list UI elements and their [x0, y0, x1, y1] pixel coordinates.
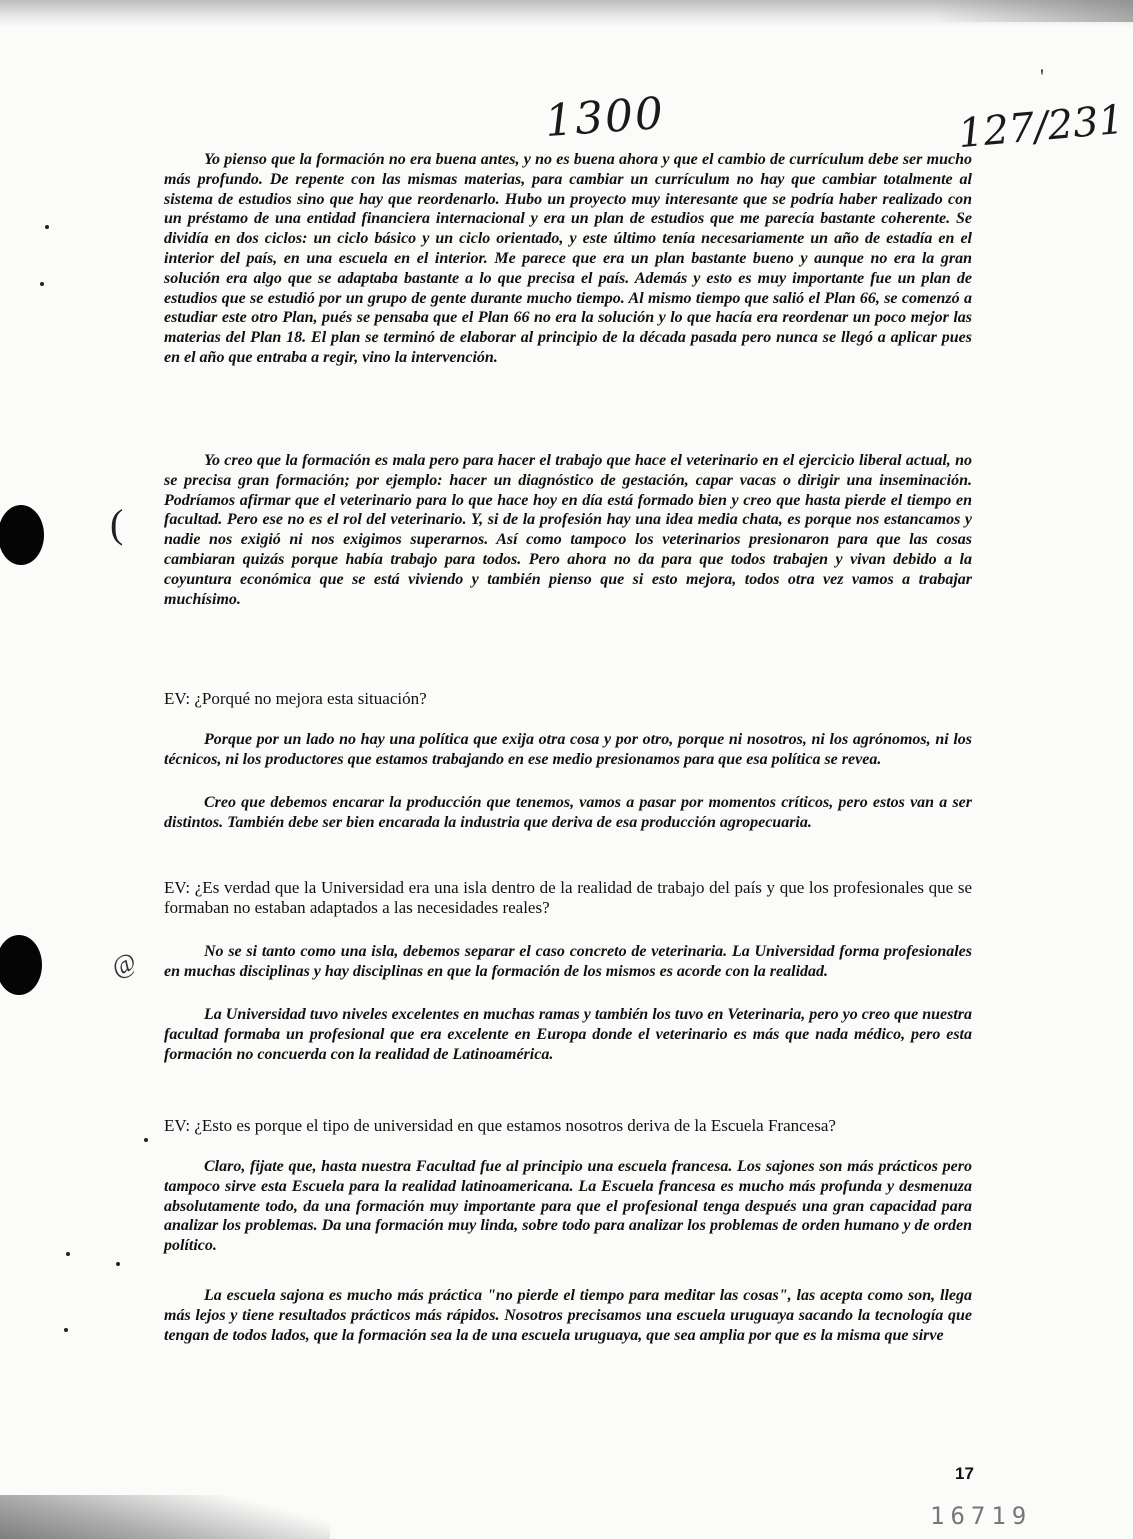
answer-paragraph: No se si tanto como una isla, debemos separar el caso concreto de veterinaria. La Universidad forma profesionales en muchas disciplinas y hay disciplinas en que la formación de los mismos es acorde con la realidad.	[164, 943, 972, 980]
interview-question: EV: ¿Esto es porque el tipo de universidad en que estamos nosotros deriva de la Escuela Francesa?	[164, 1116, 836, 1135]
handwritten-folio: 127/231	[956, 96, 1126, 158]
interview-question: EV: ¿Porqué no mejora esta situación?	[164, 689, 427, 708]
scan-noise-top-right	[933, 0, 1133, 22]
margin-bracket-mark: (	[110, 501, 124, 546]
scan-speck	[116, 1262, 120, 1266]
answer-paragraph: Creo que debemos encarar la producción que tenemos, vamos a pasar por momentos críticos, pero estos van a ser distintos. También debe ser bien encarada la industria que deriva de esa producción agropecuaria.	[164, 794, 972, 831]
scan-speck	[45, 225, 49, 229]
answer-paragraph: Claro, fijate que, hasta nuestra Facultad fue al principio una escuela francesa. Los sajones son más prácticos pero tampoco sirve esta Escuela para la realidad latinoamericana. La Escuela francesa es mucho más profunda y desmenuza absolutamente todo, da una formación muy importante para que el profesional tenga después una gran capacidad para analizar los problemas. Da una formación muy linda, sobre todo para analizar los problemas de orden humano y de orden político.	[164, 1158, 972, 1255]
punch-hole	[0, 505, 44, 565]
margin-swirl-mark: @	[106, 946, 141, 983]
scan-shadow-bottom	[0, 1495, 330, 1539]
answer-paragraph: La escuela sajona es mucho más práctica "no pierde el tiempo para meditar las cosas", las acepta como son, llega más lejos y tiene resultados prácticos más rápidos. Nosotros precisamos una escuela uruguaya sacando la tecnología que tengan de todos lados, que la formación sea la de una escuela uruguaya, que sea amplia por que es la misma que sirve	[164, 1287, 972, 1344]
scan-speck	[40, 282, 44, 286]
scan-speck	[66, 1252, 70, 1256]
scan-speck	[64, 1328, 68, 1332]
scan-speck	[144, 1138, 148, 1142]
answer-paragraph: Yo creo que la formación es mala pero para hacer el trabajo que hace el veterinario en el ejercicio liberal actual, no se precisa gran formación; por ejemplo: hacer un diagnóstico de gestación, capar vacas o dirigir una inseminación. Podríamos afirmar que el veterinario para lo que hace hoy en día está formado bien y creo que hasta pierde el tiempo en facultad. Pero ese no es el rol del veterinario. Y, si de la profesión hay una idea media chata, es porque nos estancamos y nadie nos exigió ni nos exigimos superarnos. Así como tampoco los veterinarios presionaron para que las cosas cambiaran quizás porque había trabajo para todos. Pero ahora no da para que todos trabajen y vivan debido a la coyuntura económica que se está viviendo y también pienso que si esto mejora, todos otra vez vamos a trabajar muchísimo.	[164, 452, 972, 608]
punch-hole	[0, 935, 42, 995]
answer-paragraph: La Universidad tuvo niveles excelentes en muchas ramas y también los tuvo en Veterinaria, pero yo creo que nuestra facultad formaba un profesional que era excelente en Europa donde el veterinario es más que nada médico, pero esta formación no concuerda con la realidad de Latinoamérica.	[164, 1006, 972, 1063]
bottom-folio-stamp: 16719	[930, 1502, 1033, 1530]
page-number: 17	[955, 1464, 974, 1483]
answer-paragraph: Yo pienso que la formación no era buena antes, y no es buena ahora y que el cambio de currículum debe ser mucho más profundo. De repente con las mismas materias, para cambiar un currículum no hay que cambiar totalmente al sistema de estudios sino que hay que reordenarlo. Hubo un proyecto muy interesante que se podría haber realizado con un préstamo de una entidad financiera internacional y era un plan de estudios que me parecía bastante coherente. Se dividía en dos ciclos: un ciclo básico y un ciclo orientado, y este último tenía necesariamente un año de estadía en el interior del país, en una escuela en el interior. Me parece que era un plan bastante bueno y aunque no era la gran solución era algo que se adaptaba bastante a lo que precisa el país. Además y esto es muy importante fue un plan de estudios que se estudió por un grupo de gente durante mucho tiempo. Al mismo tiempo que salió el Plan 66, se comenzó a estudiar este otro Plan, pués se pensaba que el Plan 66 no era la solución y lo que hacía era reordenar un poco mejor las materias del Plan 18. El plan se terminó de elaborar al principio de la década pasada pero nunca se llegó a aplicar pues en el año que entraba a regir, vino la intervención.	[164, 151, 972, 366]
handwritten-number: 1300	[543, 87, 667, 148]
margin-tick-mark: '	[1040, 64, 1044, 89]
answer-paragraph: Porque por un lado no hay una política que exija otra cosa y por otro, porque ni nosotros, ni los agrónomos, ni los técnicos, ni los productores que estamos trabajando en ese medio presionamos para que esa política se revea.	[164, 731, 972, 768]
interview-question: EV: ¿Es verdad que la Universidad era una isla dentro de la realidad de trabajo del país y que los profesionales que se formaban no estaban adaptados a las necesidades reales?	[164, 878, 972, 917]
